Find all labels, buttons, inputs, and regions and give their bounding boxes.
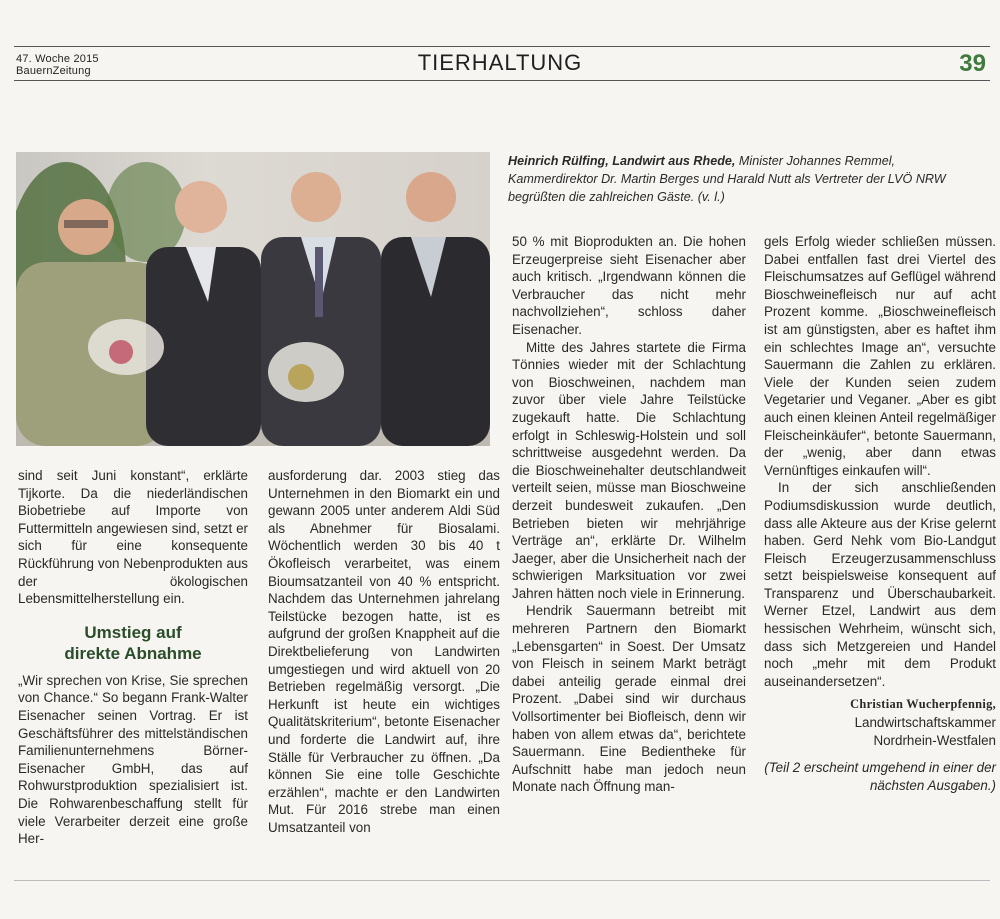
publication-name: BauernZeitung	[16, 65, 91, 77]
column-2	[268, 467, 500, 836]
author-affiliation-1: Landwirtschaftskammer	[854, 715, 996, 731]
footer-rule	[14, 880, 990, 881]
author-name: Christian Wucherpfennig,	[850, 697, 996, 712]
page-number: 39	[959, 50, 986, 77]
col4-paragraph-2: In der sich anschließenden Podiumsdiskussion wurde deutlich, dass alle Akteure aus der Krise gelernt haben. Gerd Nehk vom Bio-Landgut Fleisch Erzeugerzusammenschluss setzt beispielsweise konsequent auf Transparenz und Überschaubarkeit. Werner Etzel, Landwirt aus dem hessischen Wehrheim, wünscht sich, dass sich Metzgereien und Handel noch „mehr mit dem Produkt auseinandersetzen“.	[764, 480, 996, 689]
col1-paragraph-2: „Wir sprechen von Krise, Sie sprechen von Chance.“ So begann Frank-Walter Eisenacher seinen Vortrag. Er ist Geschäftsführer des mittelständischen Familienunternehmens Börner-Eisenacher GmbH, das auf Rohwurstproduktion spezialisiert ist. Die Rohwarenbeschaffung stellt für viele Verarbeiter derzeit eine große Her-	[18, 672, 248, 847]
subheading-line-1: Umstieg auf	[84, 622, 182, 642]
section-title: TIERHALTUNG	[417, 50, 583, 75]
col3-paragraph-1: 50 % mit Bioprodukten an. Die hohen Erzeugerpreise sieht Eisenacher aber auch kritisch. „Irgendwann können die Verbraucher das nicht mehr nachvollziehen“, schloss daher Eisenacher.	[512, 234, 746, 337]
photo-four-men-icon	[16, 152, 490, 446]
column-4	[764, 233, 996, 794]
column-3	[512, 233, 746, 796]
subheading-line-2: direkte Abnahme	[64, 643, 202, 663]
page-header	[0, 0, 1000, 90]
photo-caption	[508, 152, 968, 206]
continuation-note: (Teil 2 erscheint umgehend in einer der nächsten Ausgaben.)	[764, 760, 996, 793]
col3-paragraph-2: Mitte des Jahres startete die Firma Tönnies wieder mit der Schlachtung von Bioschweinen, nachdem man zuvor über viele Jahre Teilstücke zugekauft hatte. Die Schlachtung erfolgt in Schleswig-Holstein und soll schrittweise ausgedehnt werden. Da die Bioschweinehalter deutschlandweit verteilt seien, müsse man Bioschweine derzeit bundesweit zukaufen. „Den Betrieben bieten wir mehrjährige Verträge an“, erklärte Dr. Wilhelm Jaeger, aber die Unsicherheit nach der schwierigen Marksituation vor zwei Jahren hätten noch viele in Erinnerung.	[512, 339, 746, 601]
caption-bold: Heinrich Rülfing, Landwirt aus Rhede,	[508, 154, 736, 168]
header-rule-top	[14, 46, 990, 47]
subheading	[18, 622, 248, 664]
author-affiliation-2: Nordrhein-Westfalen	[873, 732, 996, 748]
article-photo	[16, 152, 490, 446]
col1-paragraph-1: sind seit Juni konstant“, erklärte Tijkorte. Da die niederländischen Biobetriebe auf Importe von Futtermitteln angewiesen sind, setzt er sich für eine konsequente Rückführung von Nebenprodukten aus der ökologischen Lebensmittelherstellung ein.	[18, 468, 248, 607]
caption-text: Minister Johannes Remmel, Kammerdirektor Dr. Martin Berges und Harald Nutt als Vertreter der LVÖ NRW begrüßten die zahlreichen Gäste. (v. l.)	[508, 154, 946, 204]
header-rule-bottom	[14, 80, 990, 81]
column-1	[18, 467, 248, 848]
col2-paragraph-1: ausforderung dar. 2003 stieg das Unternehmen in den Biomarkt ein und gewann 2005 unter anderem Aldi Süd als Abnehmer für Biosalami. Wöchentlich werden 30 bis 40 t Ökofleisch verarbeitet, was einem Bioumsatzanteil von 40 % entspricht. Nachdem das Unternehmen jahrelang Teilstücke bezogen hatte, ist es aufgrund der großen Knappheit auf die Direktbelieferung von Landwirten umgestiegen und wird aktuell von 20 Betrieben regelmäßig versorgt. „Die Herkunft ist heute ein wichtiges Qualitätskriterium“, betonte Eisenacher und forderte die Landwirt auf, ihre Ställe für Verbraucher zu öffnen. „Da können Sie eine tolle Geschichte erzählen“, machte er den Landwirten Mut. Für 2016 strebe man einen Umsatzanteil von	[268, 468, 500, 835]
col4-paragraph-1: gels Erfolg wieder schließen müssen. Dabei entfallen fast drei Viertel des Fleischumsatzes auf Geflügel während Bioschweinefleisch nur auf acht Prozent komme. „Bioschweinefleisch ist am günstigsten, aber es haftet ihm ein schlechtes Image an“, versuchte Sauermann die Zahlen zu erklären. Viele der Kunden seien zudem Vegetarier und Veganer. „Aber es gibt auch einen kleinen Anteil regelmäßiger Fleischeinkäufer“, betonte Sauermann, der „wenig, aber dann etwas Vernünftiges einkaufen will“.	[764, 234, 996, 478]
col3-paragraph-3: Hendrik Sauermann betreibt mit mehreren Partnern den Biomarkt „Lebensgarten“ in Soest. Der Umsatz von Fleisch in seinem Markt beträgt dabei anteilig gerade einmal drei Prozent. „Dabei sind wir durchaus Vollsortimenter bei Biofleisch, denn wir haben von allem etwas da“, berichtete Sauermann. Eine Bedientheke für Aufschnitt habe man jedoch neun Monate nach Öffnung man-	[512, 603, 746, 795]
issue-week: 47. Woche 2015	[16, 53, 99, 65]
